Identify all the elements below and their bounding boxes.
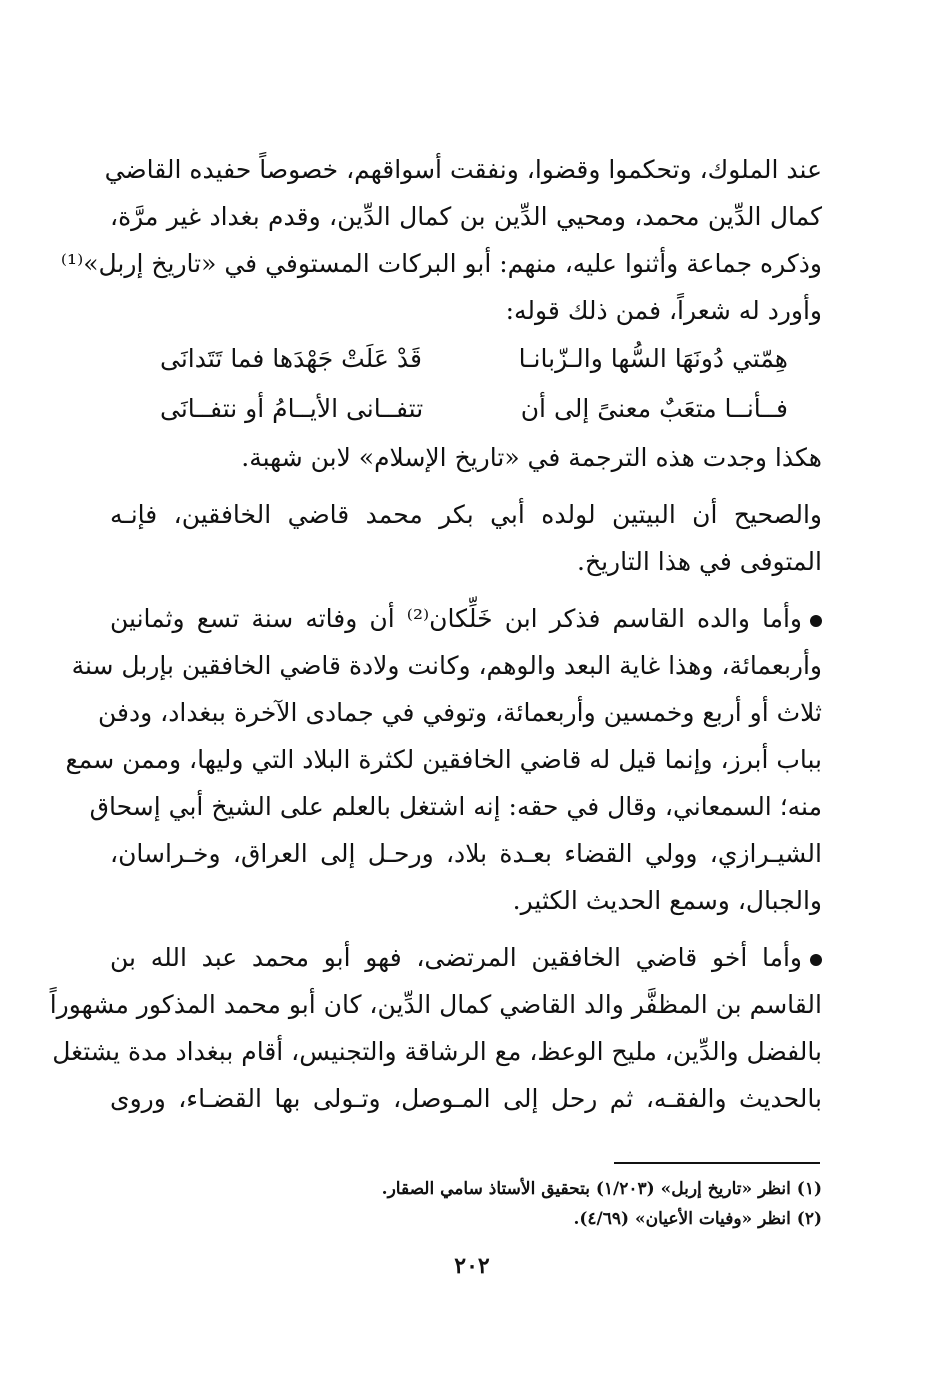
text-line: وذكره جماعة وأثنوا عليه، منهم: أبو البركات المستوفي في «تاريخ إربل»⁽¹⁾: [60, 249, 822, 278]
text-line: وأربعمائة، وهذا غاية البعد والوهم، وكانت ولادة قاضي الخافقين بإربل سنة: [71, 651, 822, 680]
text-line: القاسم بن المظفَّر والد القاضي كمال الدِّين، كان أبو محمد المذكور مشهوراً: [49, 990, 822, 1019]
text-line: الشيـرازي، وولي القضاء بعـدة بلاد، ورحـل إلى العراق، وخـراسان،: [110, 839, 822, 868]
footnote: (١) انظر «تاريخ إربل» (١/٢٠٣) بتحقيق الأستاذ سامي الصقار.: [381, 1179, 822, 1199]
text-line: المتوفى في هذا التاريخ.: [577, 547, 822, 576]
bullet-icon: [810, 615, 822, 627]
text-span: وأما والده القاسم فذكر ابن خَلِّكان⁽²⁾ أن وفاته سنة تسع وثمانين: [110, 604, 803, 633]
footnotes: [262, 1174, 822, 1234]
footnote-separator: [614, 1162, 820, 1164]
verse-second-hemistich: تتفــانى الأيــامُ أو نتفــانَى: [160, 394, 424, 423]
text-line: وأورد له شعراً، فمن ذلك قوله:: [505, 296, 822, 325]
text-line: [110, 934, 822, 981]
text-line: والجبال، وسمع الحديث الكثير.: [512, 886, 822, 915]
footnote: (٢) انظر «وفيات الأعيان» (٤/٦٩).: [573, 1209, 822, 1229]
text-line: [110, 595, 822, 642]
poem-verse: [110, 384, 822, 434]
verse-second-hemistich: قَدْ عَلَتْ جَهْدَها فما تَتَدانَى: [160, 344, 422, 373]
bullet-icon: [810, 954, 822, 966]
main-text: [49, 146, 822, 1122]
text-line: ثلاث أو أربع وخمسين وأربعمائة، وتوفي في جمادى الآخرة ببغداد، ودفن: [98, 698, 822, 727]
text-line: كمال الدِّين محمد، ومحيي الدِّين بن كمال الدِّين، وقدم بغداد غير مرَّة،: [110, 202, 822, 231]
text-line: هكذا وجدت هذه الترجمة في «تاريخ الإسلام» لابن شهبة.: [241, 443, 822, 472]
verse-first-hemistich: فــأنــا متعَبٌ معنىً إلى أن: [520, 394, 788, 423]
page-number: ٢٠٢: [454, 1253, 490, 1279]
text-line: بالحديث والفقـه، ثم رحل إلى المـوصل، وتـولى بها القضـاء، وروى: [110, 1084, 822, 1113]
text-line: والصحيح أن البيتين لولده أبي بكر محمد قاضي الخافقين، فإنـه: [110, 500, 822, 529]
text-line: عند الملوك، وتحكموا وقضوا، ونفقت أسواقهم، خصوصاً حفيده القاضي: [104, 155, 822, 184]
verse-first-hemistich: هِمّتي دُونَهَا السُّها والـزّبانـا: [518, 344, 788, 373]
text-line: بالفضل والدِّين، مليح الوعظ، مع الرشاقة والتجنيس، أقام ببغداد مدة يشتغل: [52, 1037, 822, 1066]
text-line: منه؛ السمعاني، وقال في حقه: إنه اشتغل بالعلم على الشيخ أبي إسحاق: [89, 792, 822, 821]
text-span: وأما أخو قاضي الخافقين المرتضى، فهو أبو محمد عبد الله بن: [110, 943, 802, 972]
poem-verse: [110, 334, 822, 384]
text-line: بباب أبرز، وإنما قيل له قاضي الخافقين لكثرة البلاد التي وليها، وممن سمع: [65, 745, 822, 774]
